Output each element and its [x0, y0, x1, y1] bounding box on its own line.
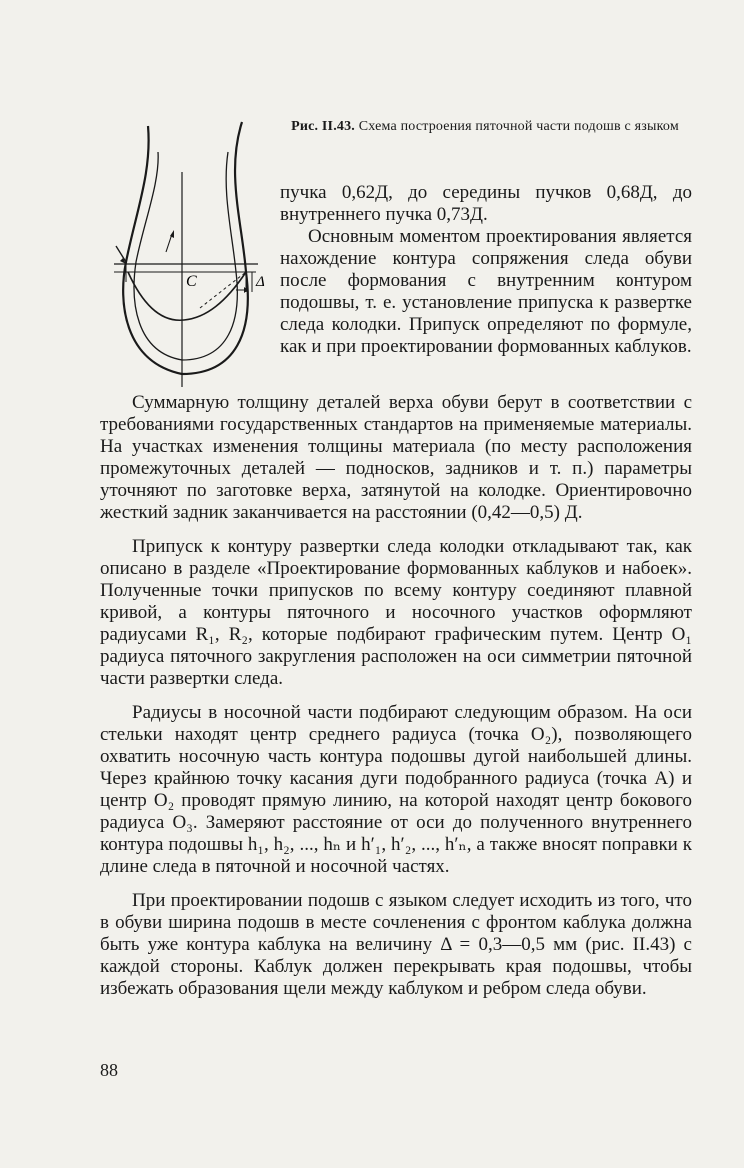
- caption-text: Схема построения пяточной части подошв с языком: [358, 119, 679, 134]
- main-text-body: [100, 392, 692, 1012]
- paragraph-thickness: Суммарную толщину деталей верха обуви берут в соответствии с требованиями государственных стандартов на применяемые материалы. На участках изменения толщины материала (по месту расположения промежуточных деталей — подносков, задников и т. п.) параметры уточняют по заготовке верха, затянутой на колодке. Ориентировочно жесткий задник заканчивается на расстоянии (0,42—0,5) Д.: [100, 392, 692, 523]
- outer-contour: [123, 122, 248, 374]
- inner-contour: [134, 152, 237, 360]
- paragraph-main-moment: Основным моментом проектирования является нахождение контура сопряжения следа обуви после формования с внутренним контуром подошвы, т. е. установление припуска к развертке следа колодки. Припуск определяют по формуле, как и при проектировании формованных каблуков.: [280, 226, 692, 357]
- figure-caption: [280, 118, 690, 135]
- heel-diagram-figure: [96, 112, 276, 392]
- paragraph-continued: пучка 0,62Д, до середины пучков 0,68Д, до внутреннего пучка 0,73Д.: [280, 182, 692, 225]
- caption-figure-number: Рис. II.43.: [291, 119, 355, 134]
- page-number: 88: [100, 1060, 118, 1080]
- right-column-text: [280, 182, 692, 358]
- paragraph-radii: Радиусы в носочной части подбирают следующим образом. На оси стельки находят центр среднего радиуса (точка O₂), позволяющего охватить носочную часть контура подошвы дугой наибольшей длины. Через крайнюю точку касания дуги подобранного радиуса (точка A) и центр O₂ проводят прямую линию, на которой находят центр бокового радиуса O₃. Замеряют расстояние от оси до полученного внутреннего контура подошвы h₁, h₂, ..., hₙ и h′₁, h′₂, ..., h′ₙ, а также вносят поправки к длине следа в пяточной и носочной частях.: [100, 702, 692, 877]
- label-c: C: [186, 273, 197, 290]
- paragraph-allowance: Припуск к контуру развертки следа колодки откладывают так, как описано в разделе «Проектирование формованных каблуков и набоек». Полученные точки припусков по всему контуру соединяют плавной кривой, а контуры пяточного и носочного участков оформляют радиусами R₁, R₂, которые подбирают графическим путем. Центр O₁ радиуса пяточного закругления расположен на оси симметрии пяточной части развертки следа.: [100, 536, 692, 689]
- heel-diagram-svg: [96, 112, 276, 392]
- label-delta: Δ: [256, 274, 265, 290]
- paragraph-tongue-soles: При проектировании подошв с языком следует исходить из того, что в обуви ширина подошв в месте сочленения с фронтом каблука должна быть уже контура каблука на величину Δ = 0,3—0,5 мм (рис. II.43) с каждой стороны. Каблук должен перекрывать края подошвы, чтобы избежать образования щели между каблуком и ребром следа обуви.: [100, 890, 692, 999]
